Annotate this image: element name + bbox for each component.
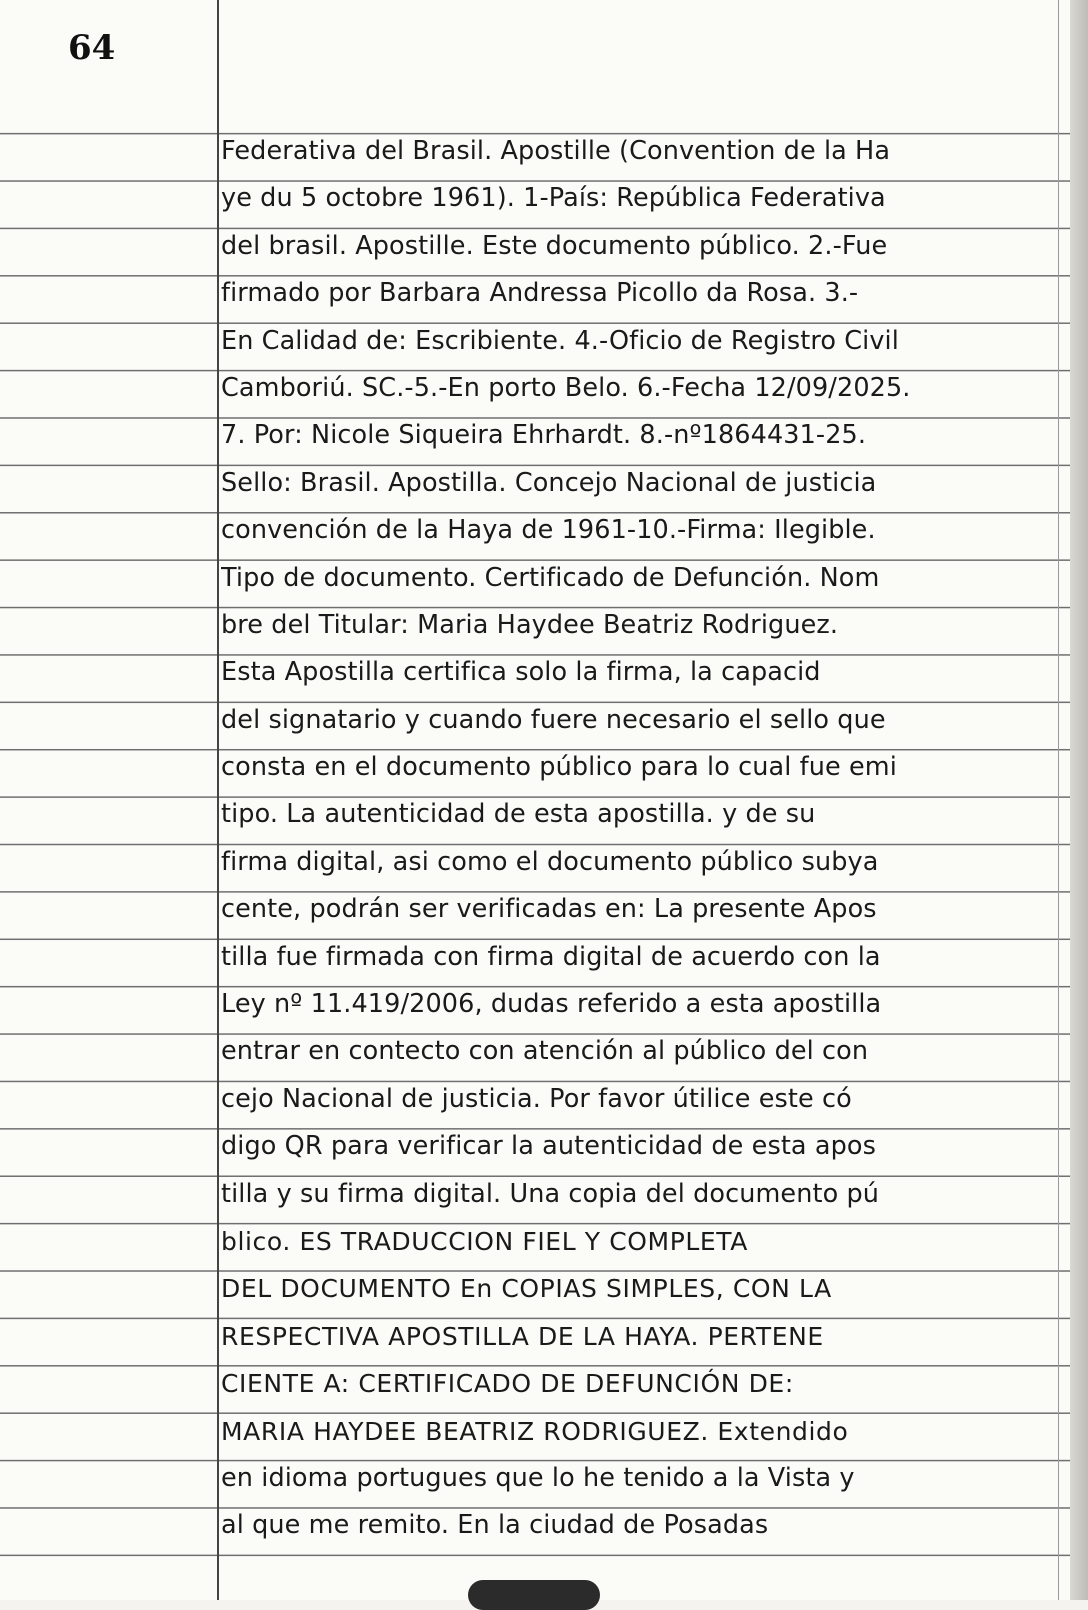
home-indicator-bar[interactable]	[468, 1580, 600, 1610]
text-line: consta en el documento público para lo cual fue emi	[221, 752, 897, 783]
text-line: firma digital, asi como el documento público subya	[221, 846, 879, 877]
text-line: al que me remito. En la ciudad de Posadas	[221, 1510, 769, 1541]
text-line: 7. Por: Nicole Siqueira Ehrhardt. 8.-nº1864431-25.	[221, 420, 867, 451]
text-line: digo QR para verificar la autenticidad de esta apos	[221, 1131, 876, 1162]
text-line: entrar en contecto con atención al público del con	[221, 1036, 869, 1067]
text-line: CIENTE A: CERTIFICADO DE DEFUNCIÓN DE:	[221, 1369, 794, 1399]
text-line: ye du 5 octobre 1961). 1-País: República Federativa	[221, 183, 886, 214]
text-line: DEL DOCUMENTO En COPIAS SIMPLES, CON LA	[221, 1274, 832, 1304]
text-line: Camboriú. SC.-5.-En porto Belo. 6.-Fecha 12/09/2025.	[221, 372, 911, 403]
text-line: cente, podrán ser verificadas en: La presente Apos	[221, 894, 877, 925]
page-number: 64	[68, 28, 116, 68]
text-line: Sello: Brasil. Apostilla. Concejo Nacional de justicia	[221, 467, 877, 498]
margin-line	[217, 0, 219, 1600]
text-line: Tipo de documento. Certificado de Defunción. Nom	[221, 562, 880, 593]
text-line: cejo Nacional de justicia. Por favor útilice este có	[221, 1083, 852, 1114]
text-line: Federativa del Brasil. Apostille (Convention de la Ha	[221, 136, 891, 166]
text-line: MARIA HAYDEE BEATRIZ RODRIGUEZ. Extendido	[221, 1416, 849, 1446]
text-line: convención de la Haya de 1961-10.-Firma: Ilegible.	[221, 515, 876, 546]
text-line: RESPECTIVA APOSTILLA DE LA HAYA. PERTENE	[221, 1321, 824, 1351]
text-line: del brasil. Apostille. Este documento público. 2.-Fue	[221, 230, 888, 261]
text-line: firmado por Barbara Andressa Picollo da Rosa. 3.-	[221, 278, 859, 309]
text-line: tilla fue firmada con firma digital de acuerdo con la	[221, 941, 881, 972]
text-line: tipo. La autenticidad de esta apostilla. y de su	[221, 799, 816, 830]
page-right-rule	[1058, 0, 1059, 1600]
text-line: en idioma portugues que lo he tenido a la Vista y	[221, 1462, 855, 1493]
text-line: del signatario y cuando fuere necesario el sello que	[221, 704, 886, 735]
text-line: bre del Titular: Maria Haydee Beatriz Rodriguez.	[221, 609, 839, 640]
text-line: Esta Apostilla certifica solo la firma, la capacid	[221, 657, 821, 688]
page-header-area	[0, 0, 1070, 118]
handwritten-text-block	[221, 128, 1057, 1550]
text-line: En Calidad de: Escribiente. 4.-Oficio de Registro Civil	[221, 325, 899, 356]
text-line: Ley nº 11.419/2006, dudas referido a esta apostilla	[221, 989, 882, 1020]
text-line: tilla y su firma digital. Una copia del documento pú	[221, 1178, 880, 1209]
page-edge-shadow	[1070, 0, 1088, 1600]
text-line: blico. ES TRADUCCION FIEL Y COMPLETA	[221, 1226, 748, 1256]
